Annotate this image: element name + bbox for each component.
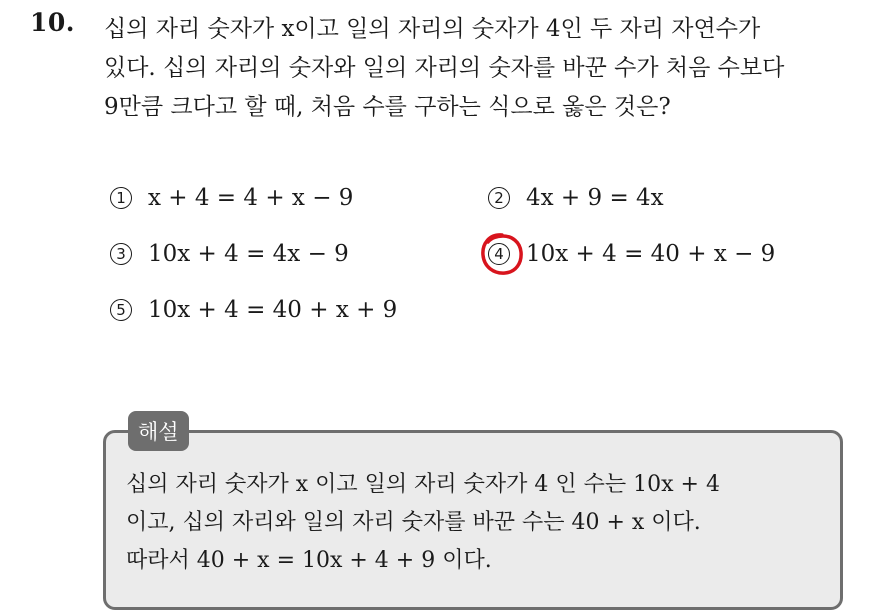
solution-text (126, 466, 836, 580)
solution-line: 십의 자리 숫자가 x 이고 일의 자리 숫자가 4 인 수는 10x + 4 (126, 472, 720, 497)
choice-text: 4x + 9 = 4x (526, 185, 664, 211)
choice-2[interactable] (488, 183, 664, 213)
choice-text: 10x + 4 = 4x − 9 (148, 241, 349, 267)
question-line: 9만큼 크다고 할 때, 처음 수를 구하는 식으로 옳은 것은? (104, 94, 671, 120)
question-line: 있다. 십의 자리의 숫자와 일의 자리의 숫자를 바꾼 수가 처음 수보다 (104, 55, 785, 81)
solution-label: 해설 (128, 411, 189, 451)
choice-number: 3 (110, 243, 132, 265)
choice-3[interactable] (110, 239, 349, 269)
question-number: 10. (30, 8, 75, 37)
choice-number: 4 (488, 243, 510, 265)
solution-line: 따라서 40 + x = 10x + 4 + 9 이다. (126, 548, 492, 573)
choice-text: 10x + 4 = 40 + x − 9 (526, 241, 776, 267)
question-line: 십의 자리 숫자가 x이고 일의 자리의 숫자가 4인 두 자리 자연수가 (104, 16, 761, 42)
choice-number: 5 (110, 299, 132, 321)
choice-1[interactable] (110, 183, 353, 213)
choice-4[interactable] (488, 239, 775, 269)
question-text (104, 10, 874, 127)
choice-5[interactable] (110, 295, 397, 325)
solution-line: 이고, 십의 자리와 일의 자리 숫자를 바꾼 수는 40 + x 이다. (126, 510, 701, 535)
choice-number: 1 (110, 187, 132, 209)
choice-text: x + 4 = 4 + x − 9 (148, 185, 354, 211)
choice-number: 2 (488, 187, 510, 209)
choice-text: 10x + 4 = 40 + x + 9 (148, 297, 398, 323)
